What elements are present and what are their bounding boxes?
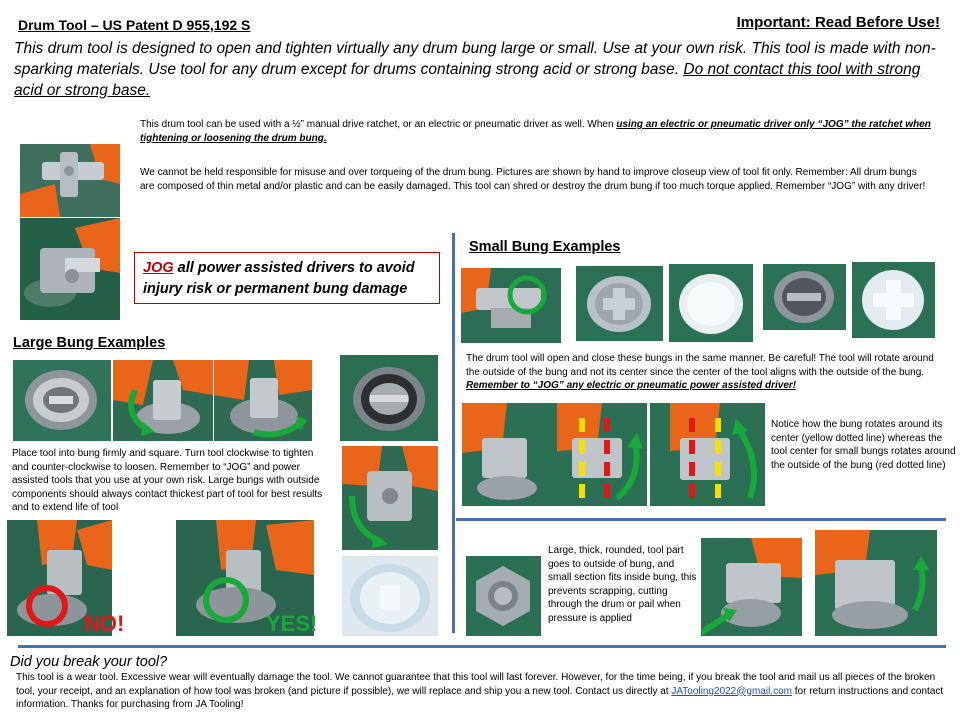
rotation-photo-1 [462,403,547,506]
large-bung-photo-3 [214,360,312,441]
responsibility-note: We cannot be held responsible for misuse and over torqueing of the drum bung. Pictures are shown by hand to improve closeup view of tool fit only. Remember: All drum bungs are composed of thin metal and/or plastic and can be easily damaged. This tool can shred or destroy the drum bung if too much torque applied. Remember “JOG” with any driver! [140,167,926,192]
jog-line-1: all power assisted drivers to avoid [173,260,415,276]
tool-part-note: Large, thick, rounded, tool part goes to outside of bung, and small section fits inside bung, this prevents scrapping, cutting through the drum or pail when pressure is applied [548,545,697,624]
tool-fit-photo-1 [701,538,802,636]
tool-part-photo [466,556,541,636]
intro-warning: Do not contact this tool with strong acid or strong base. [14,61,921,99]
large-bung-photo-6 [342,556,438,636]
rotation-photo-3 [650,403,765,506]
bottom-divider [18,645,946,648]
small-bung-photo-1 [576,266,663,341]
driver-note-warning: using an electric or pneumatic driver only “JOG” the ratchet when tightening or loosening the drum bung. [140,119,931,144]
small-bung-jog-warning: Remember to “JOG” any electric or pneumatic power assisted driver! [466,380,797,391]
tool-fit-photo-2 [815,530,937,636]
small-bung-tool-photo [461,268,561,343]
vertical-divider [452,233,455,633]
large-bung-photo-2 [113,360,213,441]
tool-photo-bottom [20,218,120,320]
large-bung-photo-1 [13,360,111,441]
large-bung-heading: Large Bung Examples [13,335,166,351]
jog-word: JOG [143,260,174,276]
small-bung-text: The drum tool will open and close these bungs in the same manner. Be careful! The tool will rotate around the outside of the bung and not its center since the center of the tool aligns with the outside of the bung. [466,353,934,378]
page-title: Drum Tool – US Patent D 955,192 S [18,17,251,33]
small-bung-description [466,352,946,393]
small-bung-heading: Small Bung Examples [469,239,621,255]
intro-paragraph [14,38,944,101]
important-notice: Important: Read Before Use! [736,14,940,31]
small-bung-photo-4 [852,262,935,338]
small-section-divider [456,518,946,521]
break-heading: Did you break your tool? [10,654,168,670]
break-text-after: for return instructions and contact information. Thanks for purchasing from JA Tooling! [16,685,944,710]
rotation-note: Notice how the bung rotates around its center (yellow dotted line) whereas the tool center for small bungs rotates around the outside of the bung (red dotted line) [771,419,956,471]
driver-note [140,118,940,145]
intro-text: This drum tool is designed to open and tighten virtually any drum bung large or small. Use at your own risk. This tool is made with non-sparking materials. Use tool for any drum except for drums containing strong acid or strong base. [14,40,936,78]
no-label: NO! [84,611,125,636]
small-bung-photo-2 [669,264,753,342]
jog-line-2: injury risk or permanent bung damage [143,281,408,297]
large-bung-photo-4 [340,355,438,441]
tool-photo-top [20,144,120,217]
rotation-photo-2 [547,403,647,506]
large-bung-photo-5 [342,446,438,550]
break-text: This tool is a wear tool. Excessive wear will eventually damage the tool. We cannot guarantee that this tool will last forever. However, for the time being, if you break the tool and mail us all pieces of the broken tool, your receipt, and an explanation of how tool was broken (and picture if possible), we will replace and ship you a new tool. Contact us directly at [16,672,936,697]
break-paragraph [16,671,946,712]
contact-email-link[interactable]: JATooling2022@gmail.com [671,685,792,697]
small-bung-photo-3 [763,264,846,330]
driver-note-text: This drum tool can be used with a ½” manual drive ratchet, or an electric or pneumatic driver as well. When [140,119,617,130]
large-bung-instructions: Place tool into bung firmly and square. Turn tool clockwise to tighten and counter-clockwise to loosen. Remember to “JOG” and power assisted tools that you use at your own risk. Large bungs with outside components should always contact thickest part of tool for best results and to extend life of tool [12,448,323,513]
yes-label: YES! [266,611,318,636]
jog-warning-box [134,252,440,304]
